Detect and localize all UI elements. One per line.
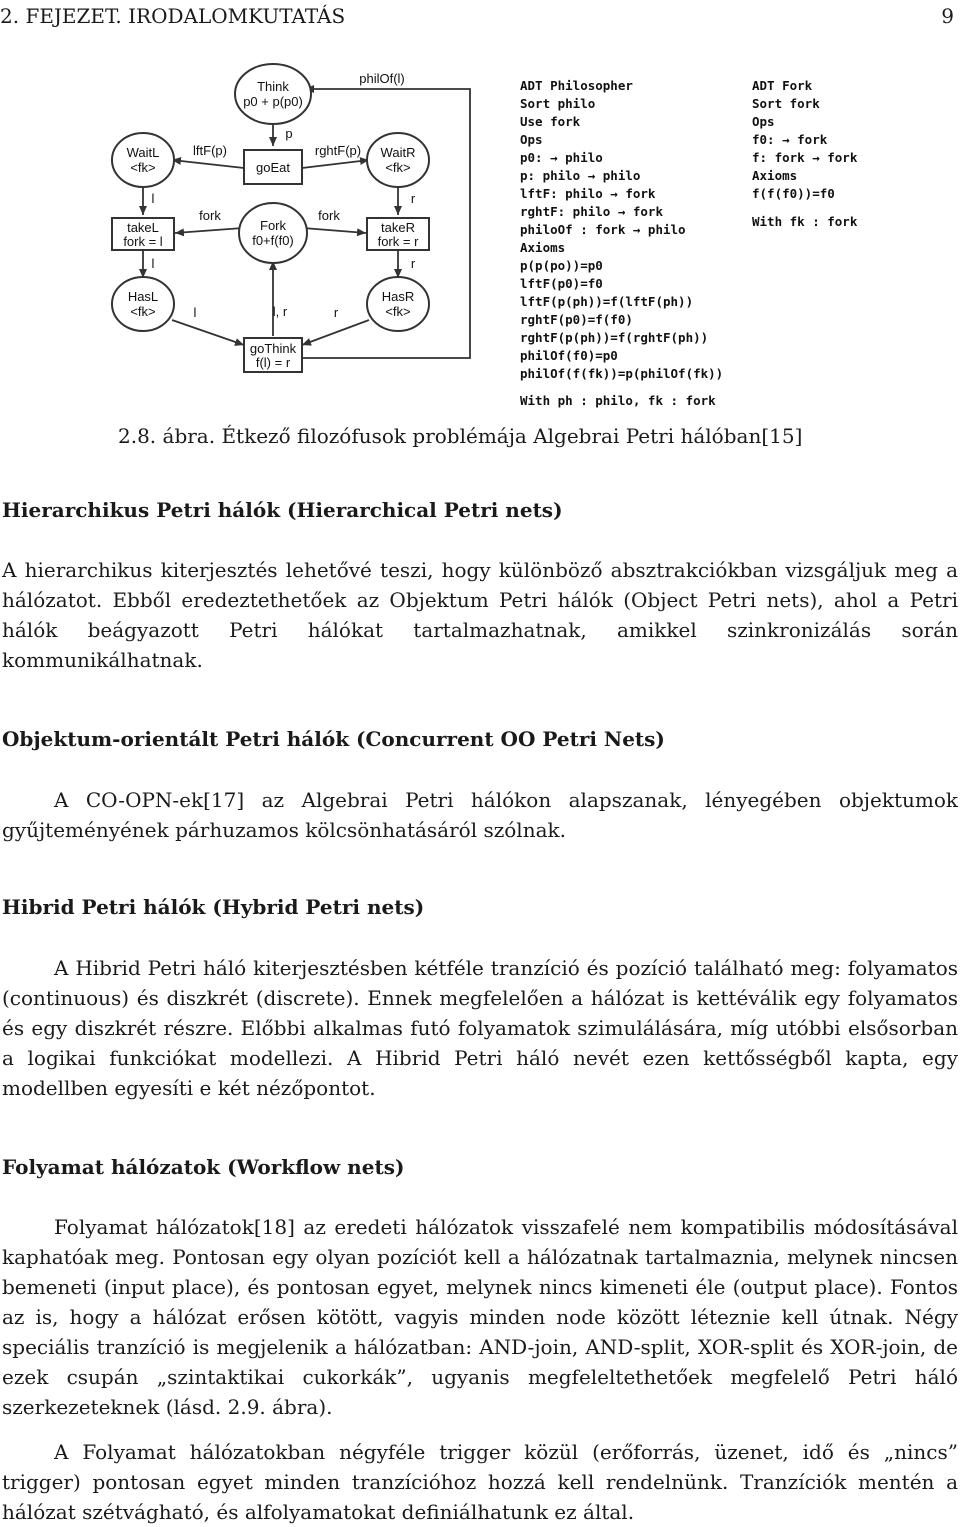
spec-left-line: philoOf : fork → philo xyxy=(520,222,686,237)
label-fork-1: Fork xyxy=(260,218,286,233)
section-title-oo: Objektum-orientált Petri hálók (Concurrent OO Petri Nets) xyxy=(2,727,665,751)
spec-right-line: Axioms xyxy=(752,168,798,183)
label-taker-1: takeR xyxy=(381,220,415,235)
label-hasl-1: HasL xyxy=(127,289,159,304)
arc-goeat-waitl xyxy=(172,160,244,168)
label-gothink-2: f(l) = r xyxy=(255,355,291,370)
label-taker-2: fork = r xyxy=(377,234,419,249)
arc-label-lr: l, r xyxy=(272,304,288,319)
paragraph-workflow-2: A Folyamat hálózatokban négyféle trigger közül (erőforrás, üzenet, idő és „nincs” trigger) pontosan egyet minden tranzícióhoz hozzá kell rendelnünk. Tranzíciók mentén a hálózat szétvágható, és alfolyamatokat definiálhatunk ez által. xyxy=(2,1440,958,1524)
arc-label-fork-right: fork xyxy=(318,208,340,223)
label-hasl-2: <fk> xyxy=(130,304,156,319)
arc-hasr-gothink xyxy=(302,320,369,345)
spec-left-line: Axioms xyxy=(520,240,566,255)
arc-fork-takel xyxy=(175,228,243,233)
petri-net-figure xyxy=(0,58,960,408)
arc-label-lftf: lftF(p) xyxy=(193,143,227,158)
arc-label-fork-left: fork xyxy=(199,208,221,223)
spec-left-line: p0: → philo xyxy=(520,150,603,165)
arc-label-l2: l xyxy=(151,256,155,271)
spec-right-line: With fk : fork xyxy=(752,214,858,229)
spec-right-line: ADT Fork xyxy=(752,78,813,93)
section-title-workflow: Folyamat hálózatok (Workflow nets) xyxy=(2,1155,405,1179)
paragraph-hierarchical: A hierarchikus kiterjesztés lehetővé teszi, hogy különböző absztrakciókban vizsgáljuk meg a hálózatot. Ebből eredeztethetőek az Objektum Petri hálók (Object Petri nets), ahol a Petri hálók beágyazott Petri hálókat tartalmazhatnak, amikkel szinkronizálás során kommunikálhatnak. xyxy=(2,558,958,672)
arc-goeat-waitr xyxy=(302,160,369,168)
adt-philosopher-spec xyxy=(520,78,723,408)
spec-left-line: With ph : philo, fk : fork xyxy=(520,393,716,408)
arc-label-l3: l xyxy=(193,305,197,320)
paragraph-oo: A CO-OPN-ek[17] az Algebrai Petri hálókon alapszanak, lényegében objektumok gyűjteményének párhuzamos kölcsönhatásáról szólnak. xyxy=(2,788,958,842)
spec-left-line: ADT Philosopher xyxy=(520,78,633,93)
paragraph-hybrid: A Hibrid Petri háló kiterjesztésben kétféle tranzíció és pozíció található meg: folyamatos (continuous) és diszkrét (discrete). Ennek megfelelően a hálózat is kettéválik egy folyamatos és egy diszkrét részre. Előbbi alkalmas futó folyamatok szimulálására, míg utóbbi elsősorban a logikai funkciókat modellezi. A Hibrid Petri háló nevét ezen kettősségből kapta, egy modellben egyesíti e két nézőpontot. xyxy=(2,956,958,1100)
arc-label-r2: r xyxy=(410,256,416,271)
arc-label-philof: philOf(l) xyxy=(359,71,405,86)
section-title-hybrid: Hibrid Petri hálók (Hybrid Petri nets) xyxy=(2,895,425,919)
label-waitr-1: WaitR xyxy=(380,145,416,160)
spec-left-line: lftF(p(ph))=f(lftF(ph)) xyxy=(520,294,694,309)
arc-label-rghtf: rghtF(p) xyxy=(314,143,362,158)
spec-right-line: f(f(f0))=f0 xyxy=(752,186,835,201)
label-takel-1: takeL xyxy=(127,220,159,235)
spec-left-line: philOf(f0)=p0 xyxy=(520,348,618,363)
spec-right-line: Sort fork xyxy=(752,96,820,111)
arc-hasl-gothink xyxy=(172,320,244,345)
spec-left-line: p: philo → philo xyxy=(520,168,641,183)
spec-left-line: rghtF(p0)=f(f0) xyxy=(520,312,633,327)
page-number: 9 xyxy=(941,4,954,28)
chapter-title: 2. FEJEZET. IRODALOMKUTATÁS xyxy=(0,4,346,28)
arc-fork-taker xyxy=(303,228,366,233)
arc-label-r3: r xyxy=(333,305,339,320)
spec-right-line: f0: → fork xyxy=(752,132,828,147)
spec-left-line: rghtF(p(ph))=f(rghtF(ph)) xyxy=(520,330,709,345)
spec-left-line: p(p(po))=p0 xyxy=(520,258,603,273)
spec-left-line: rghtF: philo → fork xyxy=(520,204,663,219)
spec-left-line: lftF(p0)=f0 xyxy=(520,276,603,291)
paragraph-workflow-1: Folyamat hálózatok[18] az eredeti hálózatok visszafelé nem kompatibilis módosításával kaphatóak meg. Pontosan egy olyan pozíciót kell a hálózatnak tartalmaznia, melynek nincsen bemeneti (input place), és pontosan egyet, melynek nincs kimeneti éle (output place). Fontos az is, hogy a hálózat erősen kötött, vagyis minden node között léteznie kell útnak. Négy speciális tranzíció is megjelenik a hálózatban: AND-join, AND-split, XOR-split és XOR-join, de ezek csupán „szintaktikai cukorkák”, ugyanis megfeleltethetőek megfelelő Petri háló szerkezeteknek (lásd. 2.9. ábra). xyxy=(2,1215,958,1419)
spec-left-line: Sort philo xyxy=(520,96,596,111)
spec-left-line: philOf(f(fk))=p(philOf(fk)) xyxy=(520,366,724,381)
label-waitl-2: <fk> xyxy=(130,160,156,175)
spec-right-line: f: fork → fork xyxy=(752,150,858,165)
label-goeat: goEat xyxy=(256,160,290,175)
page-header xyxy=(0,4,960,34)
adt-fork-spec xyxy=(752,78,858,229)
spec-left-line: Use fork xyxy=(520,114,581,129)
label-think-1: Think xyxy=(257,79,289,94)
spec-left-line: lftF: philo → fork xyxy=(520,186,656,201)
label-think-2: p0 + p(p0) xyxy=(243,94,303,109)
arc-label-p: p xyxy=(285,126,293,141)
label-takel-2: fork = l xyxy=(123,234,163,249)
label-gothink-1: goThink xyxy=(249,341,297,356)
label-fork-2: f0+f(f0) xyxy=(252,233,294,248)
label-waitr-2: <fk> xyxy=(385,160,411,175)
label-waitl-1: WaitL xyxy=(126,145,160,160)
arc-label-r1: r xyxy=(410,191,416,206)
spec-right-line: Ops xyxy=(752,114,775,129)
label-hasr-2: <fk> xyxy=(385,304,411,319)
label-hasr-1: HasR xyxy=(381,289,415,304)
arc-label-l1: l xyxy=(151,191,155,206)
figure-caption: 2.8. ábra. Étkező filozófusok problémája Algebrai Petri hálóban[15] xyxy=(118,424,803,448)
section-title-hierarchical: Hierarchikus Petri hálók (Hierarchical Petri nets) xyxy=(2,498,563,522)
spec-left-line: Ops xyxy=(520,132,543,147)
